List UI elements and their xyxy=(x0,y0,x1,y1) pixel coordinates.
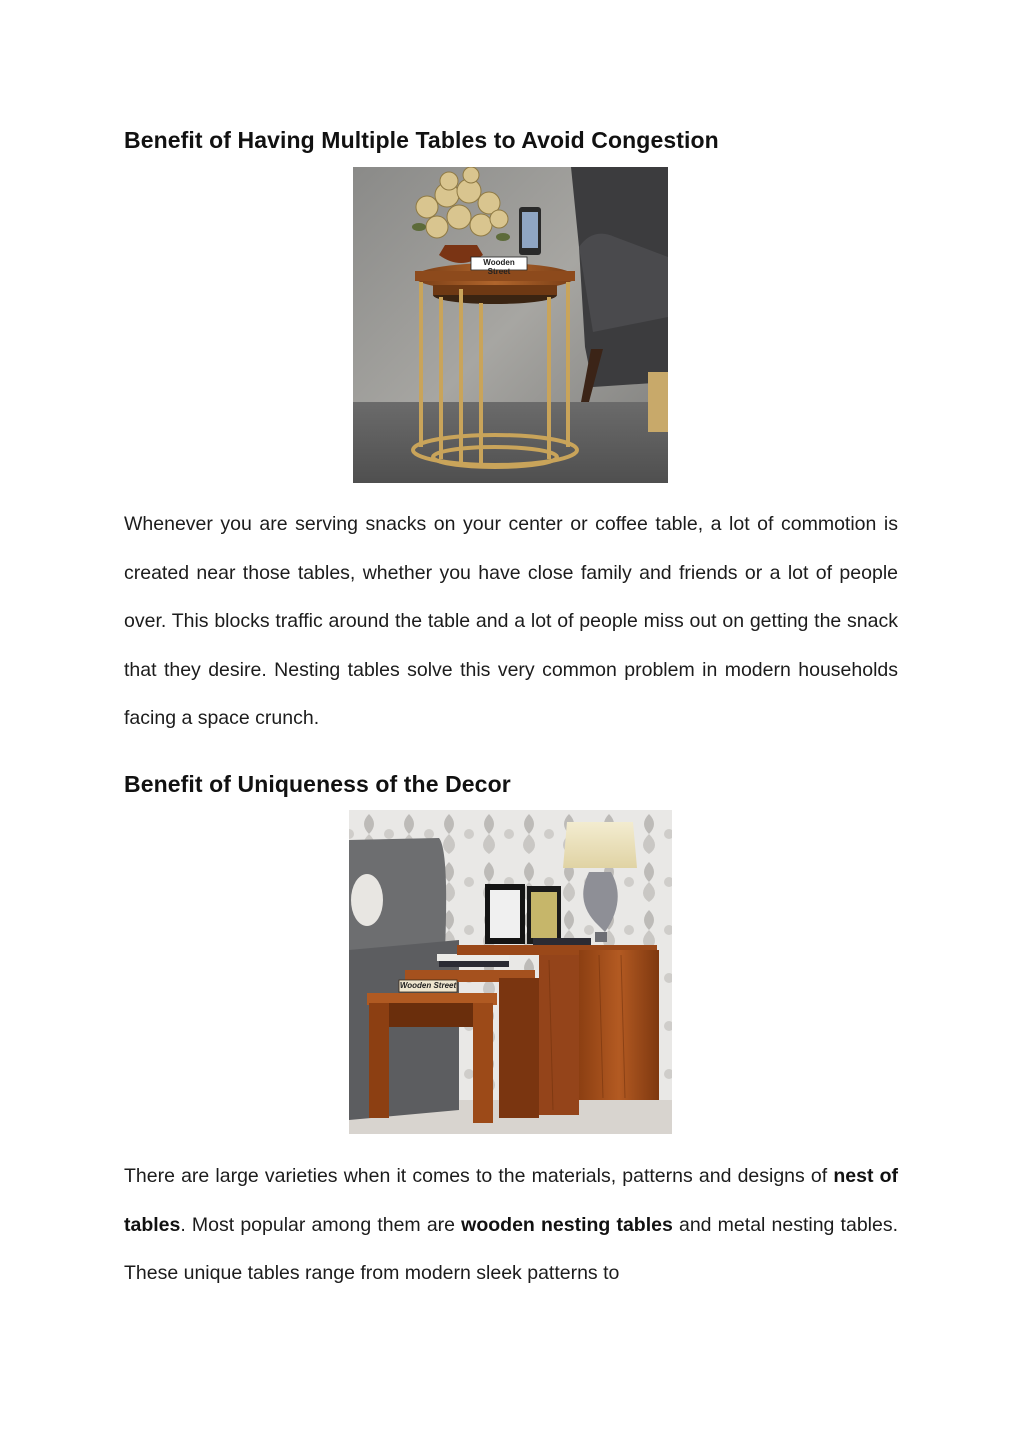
paragraph-decor xyxy=(124,1152,898,1298)
paragraph-text: and metal nesting tables. These unique tables range from modern sleek patterns to xyxy=(124,1213,899,1284)
photo-metal-nest-image xyxy=(353,167,668,483)
paragraph-text: . Most popular among them are xyxy=(180,1213,462,1236)
photo-watermark-label: Wooden Street xyxy=(483,258,515,276)
section-heading-congestion: Benefit of Having Multiple Tables to Avoid Congestion xyxy=(124,127,719,153)
link-nest-of-tables: nest of tables xyxy=(124,1165,898,1236)
nesting-tables-wooden-photo xyxy=(349,810,672,1134)
paragraph-congestion: Whenever you are serving snacks on your center or coffee table, a lot of commotion is created near those tables, whether you have close family and friends or a lot of people over. This blocks traffic around the table and a lot of people miss out on getting the snack that they desire. Nesting tables solve this very common problem in modern households facing a space crunch. xyxy=(124,513,898,729)
link-wooden-nesting-tables: wooden nesting tables xyxy=(461,1213,673,1236)
paragraph-text: There are large varieties when it comes to the materials, patterns and designs of xyxy=(124,1165,834,1187)
nesting-tables-metal-photo xyxy=(353,167,668,483)
photo-watermark-label: Wooden Street xyxy=(399,981,457,990)
photo-wooden-nest-image xyxy=(349,810,672,1134)
section-heading-decor: Benefit of Uniqueness of the Decor xyxy=(124,771,511,797)
